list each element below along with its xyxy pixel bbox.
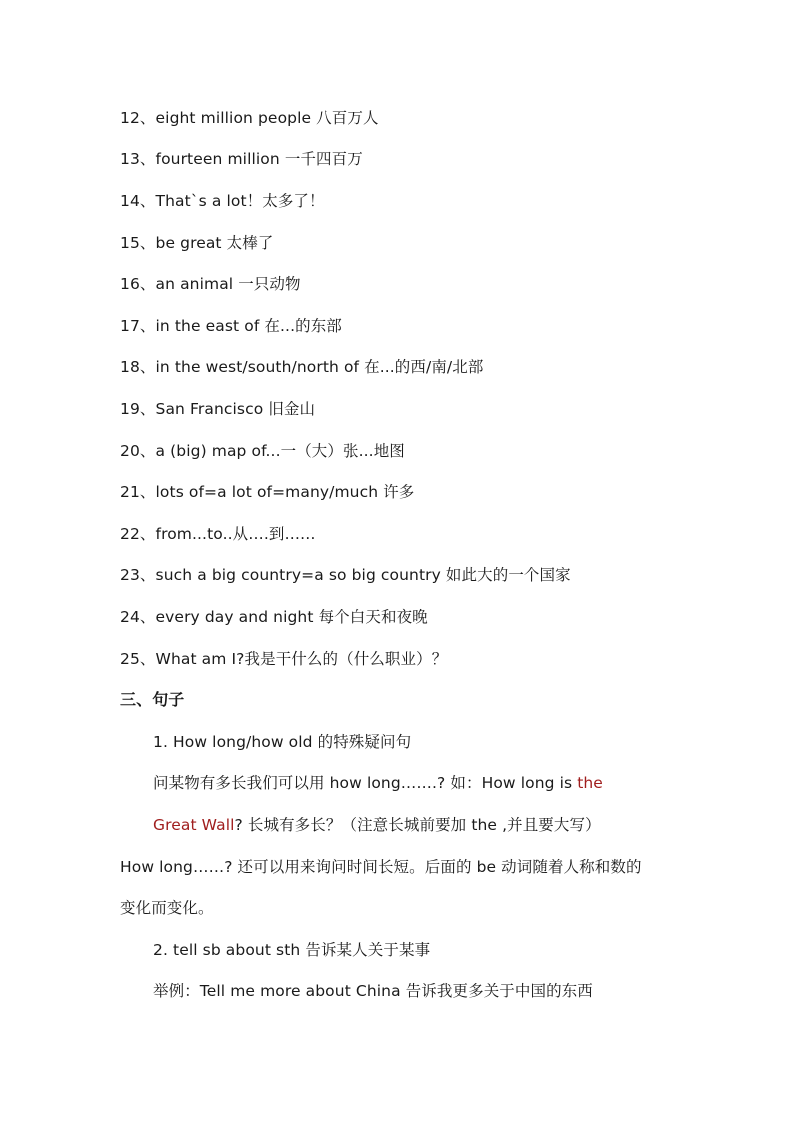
vocab-item: 16、an animal 一只动物 bbox=[120, 275, 301, 293]
vocab-item: 15、be great 太棒了 bbox=[120, 234, 274, 252]
point-1-line-4: 变化而变化。 bbox=[120, 899, 214, 917]
vocab-item: 12、eight million people 八百万人 bbox=[120, 109, 379, 127]
point-1-line-3: How long……? 还可以用来询问时间长短。后面的 be 动词随着人称和数的 bbox=[120, 858, 642, 876]
point-1-line-1 bbox=[153, 772, 603, 794]
highlight-great-wall: Great Wall bbox=[153, 816, 235, 834]
section-heading: 三、句子 bbox=[120, 690, 185, 709]
point-1-line-1-text: 问某物有多长我们可以用 how long…….? 如：How long is bbox=[153, 774, 578, 792]
vocab-item: 21、lots of=a lot of=many/much 许多 bbox=[120, 483, 415, 501]
vocab-item: 23、such a big country=a so big country 如此大的一个国家 bbox=[120, 566, 571, 584]
point-1-line-2-text: ? 长城有多长？（注意长城前要加 the ,并且要大写） bbox=[234, 816, 601, 834]
vocab-item: 24、every day and night 每个白天和夜晚 bbox=[120, 608, 428, 626]
vocab-item: 22、from...to..从….到…… bbox=[120, 525, 316, 543]
vocab-item: 14、That`s a lot！太多了！ bbox=[120, 192, 325, 210]
vocab-item: 17、in the east of 在...的东部 bbox=[120, 317, 342, 335]
vocab-item: 13、fourteen million 一千四百万 bbox=[120, 150, 363, 168]
highlight-the: the bbox=[577, 774, 603, 792]
point-2-title: 2. tell sb about sth 告诉某人关于某事 bbox=[153, 941, 431, 959]
vocab-item: 20、a (big) map of...一（大）张...地图 bbox=[120, 442, 405, 460]
point-1-line-2 bbox=[153, 814, 601, 836]
vocab-item: 19、San Francisco 旧金山 bbox=[120, 400, 316, 418]
point-1-title: 1. How long/how old 的特殊疑问句 bbox=[153, 733, 412, 751]
point-2-example: 举例：Tell me more about China 告诉我更多关于中国的东西 bbox=[153, 982, 593, 1000]
vocab-item: 18、in the west/south/north of 在...的西/南/北部 bbox=[120, 358, 484, 376]
vocab-item: 25、What am I?我是干什么的（什么职业）？ bbox=[120, 650, 448, 668]
